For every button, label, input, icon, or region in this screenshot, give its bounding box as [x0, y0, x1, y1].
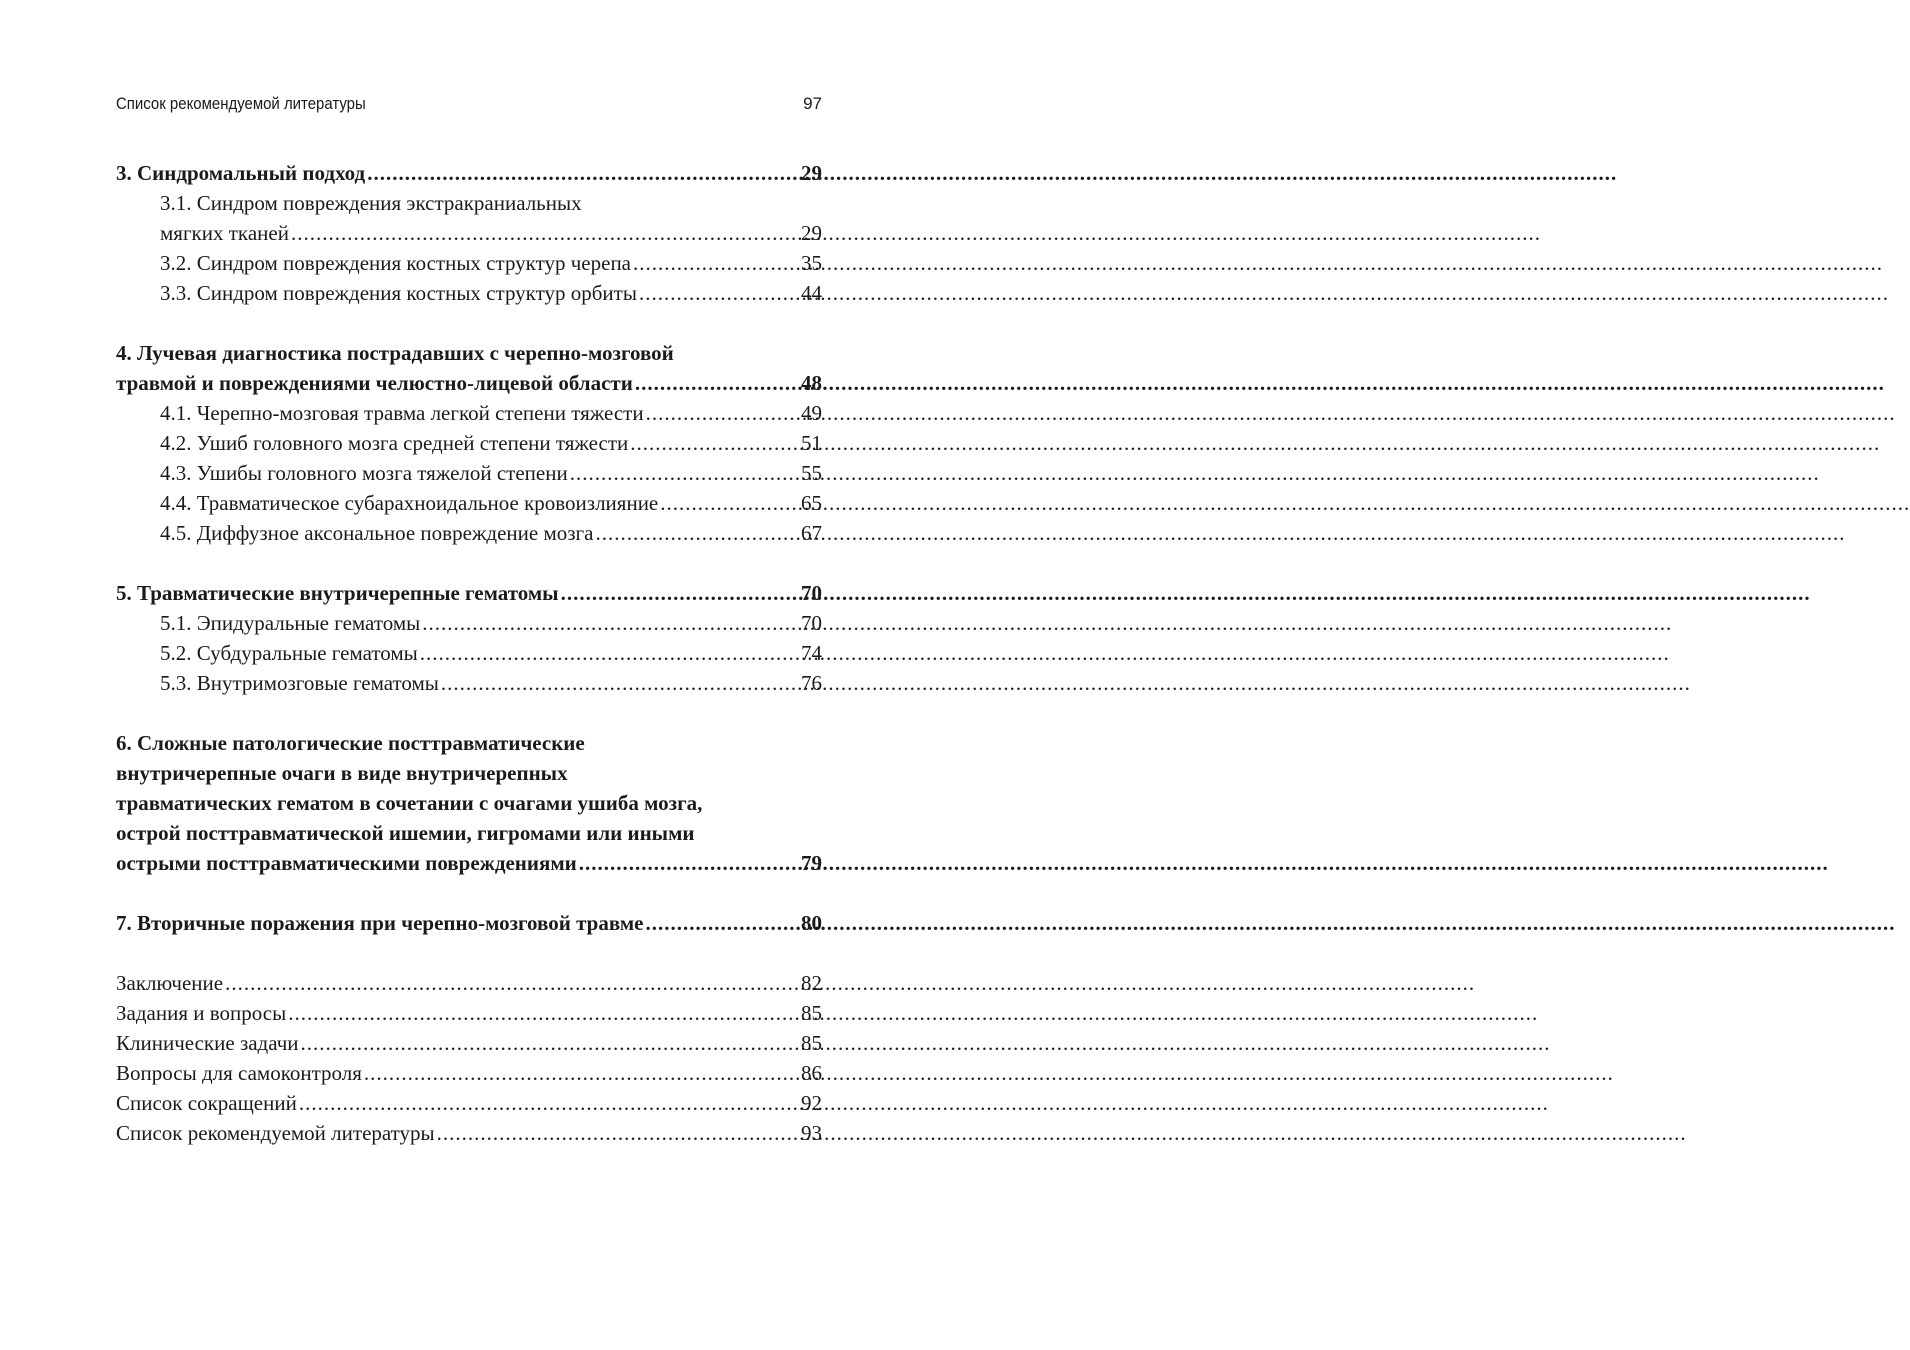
- running-title: Список рекомендуемой литературы: [116, 94, 366, 113]
- toc-entry-page: 86: [801, 1061, 822, 1085]
- toc-entry-title: 4.1. Черепно-мозговая травма легкой степени тяжести: [160, 401, 644, 425]
- toc-entry-title-line: травматических гематом в сочетании с очагами ушиба мозга,: [116, 791, 703, 815]
- toc-entry-title: острыми посттравматическими повреждениями: [116, 851, 577, 875]
- toc-entry-title: 3.2. Синдром повреждения костных структур черепа: [160, 251, 632, 275]
- toc-entry-page: 93: [801, 1121, 822, 1145]
- dot-leader: [595, 518, 799, 548]
- dot-leader: [570, 458, 799, 488]
- dot-leader: [646, 398, 799, 428]
- toc-entry-title: 5.3. Внутримозговые гематомы: [160, 671, 439, 695]
- toc-entry-page: 79: [801, 851, 822, 875]
- page-number: 97: [803, 94, 822, 113]
- toc-entry: [116, 398, 822, 428]
- toc-entry-page: 65: [801, 491, 822, 515]
- dot-leader: [422, 608, 799, 638]
- dot-leader: [635, 368, 799, 398]
- toc-entry-page: 35: [801, 251, 822, 275]
- toc-entry-title-line: 6. Сложные патологические посттравматические: [116, 731, 585, 755]
- table-of-contents: [116, 158, 822, 1148]
- toc-entry-title-line: 3.1. Синдром повреждения экстракраниальных: [160, 191, 582, 215]
- toc-entry-page: 67: [801, 521, 822, 545]
- toc-entry: [116, 518, 822, 548]
- toc-section-6: [116, 728, 822, 878]
- dot-leader: [299, 1088, 799, 1118]
- toc-entry-title: 4.5. Диффузное аксональное повреждение мозга: [160, 521, 594, 545]
- toc-entry-title: 4.3. Ушибы головного мозга тяжелой степени: [160, 461, 568, 485]
- toc-entry: [116, 1028, 822, 1058]
- dot-leader: [561, 578, 799, 608]
- running-header: [116, 94, 822, 114]
- toc-entry: [116, 428, 822, 458]
- toc-entry-page: 80: [801, 911, 822, 935]
- toc-entry-title-line: острой посттравматической ишемии, гигромами или иными: [116, 821, 695, 845]
- dot-leader: [639, 278, 799, 308]
- toc-entry: [116, 158, 822, 188]
- toc-entry-title: травмой и повреждениями челюстно-лицевой области: [116, 371, 633, 395]
- toc-entry: [116, 608, 822, 638]
- toc-section-4: [116, 338, 822, 548]
- toc-entry-page: 44: [801, 281, 822, 305]
- toc-entry-title: Заключение: [116, 971, 224, 995]
- dot-leader: [225, 968, 799, 998]
- toc-entry-page: 82: [801, 971, 822, 995]
- dot-leader: [301, 1028, 799, 1058]
- toc-entry: [116, 968, 822, 998]
- dot-leader: [630, 428, 799, 458]
- dot-leader: [437, 1118, 799, 1148]
- dot-leader: [633, 248, 799, 278]
- toc-entry-title: Вопросы для самоконтроля: [116, 1061, 362, 1085]
- toc-entry: [116, 1088, 822, 1118]
- toc-section-5: [116, 578, 822, 698]
- toc-entry-title: 4.2. Ушиб головного мозга средней степени тяжести: [160, 431, 629, 455]
- toc-entry: [116, 578, 822, 608]
- toc-entry-page: 48: [801, 371, 822, 395]
- toc-entry: [116, 248, 822, 278]
- toc-entry-title: Список рекомендуемой литературы: [116, 1121, 435, 1145]
- toc-entry-page: 29: [801, 221, 822, 245]
- dot-leader: [291, 218, 799, 248]
- toc-entry: [116, 638, 822, 668]
- dot-leader: [660, 488, 799, 518]
- dot-leader: [645, 908, 799, 938]
- dot-leader: [420, 638, 799, 668]
- toc-entry-title: 5.2. Субдуральные гематомы: [160, 641, 418, 665]
- toc-entry: [116, 668, 822, 698]
- toc-entry-page: 85: [801, 1031, 822, 1055]
- toc-entry: [116, 458, 822, 488]
- toc-entry-title: 5.1. Эпидуральные гематомы: [160, 611, 421, 635]
- toc-entry-title: 7. Вторичные поражения при черепно-мозговой травме: [116, 911, 644, 935]
- toc-entry: [116, 908, 822, 938]
- toc-entry: [116, 218, 822, 248]
- book-page: [0, 0, 951, 1350]
- toc-entry-title: мягких тканей: [160, 221, 289, 245]
- toc-entry-page: 70: [801, 611, 822, 635]
- toc-entry: [116, 848, 822, 878]
- toc-entry: [116, 998, 822, 1028]
- toc-entry-page: 29: [801, 161, 822, 185]
- dot-leader: [367, 158, 799, 188]
- toc-entry-page: 51: [801, 431, 822, 455]
- toc-entry: [116, 1058, 822, 1088]
- toc-entry-page: 92: [801, 1091, 822, 1115]
- toc-entry: [116, 1118, 822, 1148]
- toc-entry-page: 49: [801, 401, 822, 425]
- toc-entry-title-line: 4. Лучевая диагностика пострадавших с черепно-мозговой: [116, 341, 674, 365]
- toc-entry: [116, 278, 822, 308]
- toc-entry-page: 70: [801, 581, 822, 605]
- toc-entry-title: Клинические задачи: [116, 1031, 299, 1055]
- toc-entry: [116, 368, 822, 398]
- dot-leader: [288, 998, 799, 1028]
- toc-entry-title: Задания и вопросы: [116, 1001, 287, 1025]
- dot-leader: [364, 1058, 799, 1088]
- toc-entry-page: 85: [801, 1001, 822, 1025]
- toc-section-7: [116, 908, 822, 938]
- toc-entry-page: 55: [801, 461, 822, 485]
- toc-entry-page: 76: [801, 671, 822, 695]
- toc-entry-title: Список сокращений: [116, 1091, 297, 1115]
- dot-leader: [441, 668, 799, 698]
- toc-entry: [116, 488, 822, 518]
- toc-entry-page: 74: [801, 641, 822, 665]
- dot-leader: [579, 848, 799, 878]
- toc-entry-title: 5. Травматические внутричерепные гематомы: [116, 581, 559, 605]
- toc-entry-title: 3.3. Синдром повреждения костных структур орбиты: [160, 281, 637, 305]
- toc-appendix: [116, 968, 822, 1148]
- toc-entry-title: 3. Синдромальный подход: [116, 161, 366, 185]
- toc-section-3: [116, 158, 822, 308]
- toc-entry-title: 4.4. Травматическое субарахноидальное кровоизлияние: [160, 491, 659, 515]
- toc-entry-title-line: внутричерепные очаги в виде внутричерепных: [116, 761, 568, 785]
